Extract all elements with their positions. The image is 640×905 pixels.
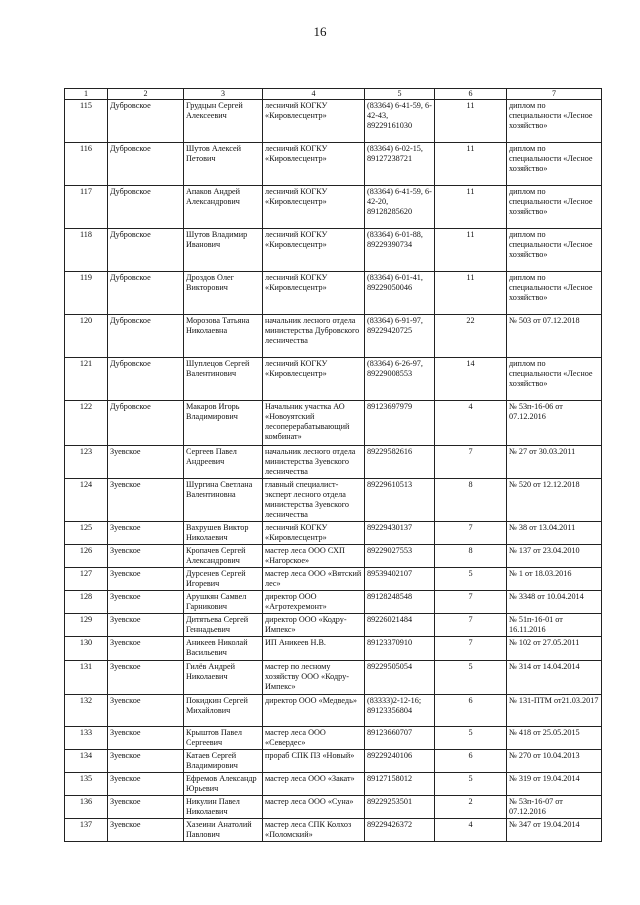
forestry-name: Дубровское (108, 272, 184, 315)
experience-years: 6 (435, 695, 507, 727)
qualification-document: № 102 от 27.05.2011 (507, 637, 602, 661)
row-number: 126 (65, 545, 108, 568)
row-number: 123 (65, 446, 108, 479)
person-name: Апаков Андрей Александрович (184, 186, 263, 229)
table-row (65, 446, 602, 479)
phone-number: 89123660707 (365, 727, 435, 750)
job-position: лесничий КОГКУ «Кировлесцентр» (263, 522, 365, 545)
forestry-name: Зуевское (108, 637, 184, 661)
table-row (65, 637, 602, 661)
phone-number: 89123697979 (365, 401, 435, 446)
table-row (65, 143, 602, 186)
phone-number: 89229253501 (365, 796, 435, 819)
job-position: начальник лесного отдела министерства Зуевского лесничества (263, 446, 365, 479)
qualification-document: № 347 от 19.04.2014 (507, 819, 602, 842)
person-name: Шуплецов Сергей Валентинович (184, 358, 263, 401)
table-row (65, 750, 602, 773)
person-name: Ефремов Александр Юрьевич (184, 773, 263, 796)
person-name: Хазеини Анатолий Павлович (184, 819, 263, 842)
qualification-document: № 53п-16-07 от 07.12.2016 (507, 796, 602, 819)
table-row (65, 545, 602, 568)
experience-years: 4 (435, 819, 507, 842)
experience-years: 8 (435, 479, 507, 522)
table-row (65, 773, 602, 796)
job-position: лесничий КОГКУ «Кировлесцентр» (263, 358, 365, 401)
phone-number: 89229582616 (365, 446, 435, 479)
experience-years: 7 (435, 591, 507, 614)
forestry-name: Зуевское (108, 661, 184, 695)
forestry-name: Зуевское (108, 819, 184, 842)
job-position: мастер леса ООО СХП «Нагорское» (263, 545, 365, 568)
job-position: главный специалист-эксперт лесного отдела министерства Зуевского лесничества (263, 479, 365, 522)
person-name: Дурсенев Сергей Игоревич (184, 568, 263, 591)
experience-years: 14 (435, 358, 507, 401)
experience-years: 5 (435, 568, 507, 591)
row-number: 124 (65, 479, 108, 522)
row-number: 131 (65, 661, 108, 695)
phone-number: 89229430137 (365, 522, 435, 545)
experience-years: 7 (435, 637, 507, 661)
qualification-document: диплом по специальности «Лесное хозяйство» (507, 229, 602, 272)
row-number: 133 (65, 727, 108, 750)
column-header: 3 (184, 89, 263, 100)
phone-number: (83364) 6-01-88, 89229390734 (365, 229, 435, 272)
job-position: лесничий КОГКУ «Кировлесцентр» (263, 100, 365, 143)
qualification-document: № 51п-16-01 от 16.11.2016 (507, 614, 602, 637)
job-position: ИП Аникеев Н.В. (263, 637, 365, 661)
forestry-name: Зуевское (108, 750, 184, 773)
experience-years: 11 (435, 229, 507, 272)
qualification-document: № 137 от 23.04.2010 (507, 545, 602, 568)
experience-years: 5 (435, 661, 507, 695)
phone-number: (83364) 6-26-97, 89229008553 (365, 358, 435, 401)
person-name: Катаев Сергей Владимирович (184, 750, 263, 773)
experience-years: 4 (435, 401, 507, 446)
column-header: 5 (365, 89, 435, 100)
phone-number: (83364) 6-02-15, 89127238721 (365, 143, 435, 186)
forestry-name: Зуевское (108, 796, 184, 819)
person-name: Аникеев Николай Васильевич (184, 637, 263, 661)
job-position: лесничий КОГКУ «Кировлесцентр» (263, 272, 365, 315)
table-row (65, 695, 602, 727)
person-name: Крыштов Павел Сергеевич (184, 727, 263, 750)
forestry-name: Зуевское (108, 773, 184, 796)
experience-years: 7 (435, 522, 507, 545)
forestry-name: Дубровское (108, 401, 184, 446)
table-row (65, 522, 602, 545)
row-number: 127 (65, 568, 108, 591)
row-number: 135 (65, 773, 108, 796)
qualification-document: диплом по специальности «Лесное хозяйство» (507, 143, 602, 186)
table-row (65, 727, 602, 750)
phone-number: 89127158012 (365, 773, 435, 796)
person-name: Морозова Татьяна Николаевна (184, 315, 263, 358)
job-position: директор ООО «Кодру-Импекс» (263, 614, 365, 637)
phone-number: (83364) 6-41-59, 6-42-20, 89128285620 (365, 186, 435, 229)
phone-number: 89226021484 (365, 614, 435, 637)
forestry-name: Зуевское (108, 545, 184, 568)
qualification-document: № 314 от 14.04.2014 (507, 661, 602, 695)
row-number: 120 (65, 315, 108, 358)
job-position: мастер леса СПК Колхоз «Поломский» (263, 819, 365, 842)
row-number: 116 (65, 143, 108, 186)
row-number: 136 (65, 796, 108, 819)
qualification-document: № 131-ПТМ от21.03.2017 (507, 695, 602, 727)
qualification-document: № 1 от 18.03.2016 (507, 568, 602, 591)
forestry-name: Зуевское (108, 614, 184, 637)
person-name: Шургина Светлана Валентиновна (184, 479, 263, 522)
person-name: Кропачев Сергей Александрович (184, 545, 263, 568)
column-header: 6 (435, 89, 507, 100)
forestry-name: Дубровское (108, 315, 184, 358)
row-number: 130 (65, 637, 108, 661)
row-number: 117 (65, 186, 108, 229)
job-position: Начальник участка АО «Новоуятский лесоперерабатывающий комбинат» (263, 401, 365, 446)
person-name: Арушкян Самвел Гарникович (184, 591, 263, 614)
row-number: 132 (65, 695, 108, 727)
person-name: Макаров Игорь Владимирович (184, 401, 263, 446)
row-number: 118 (65, 229, 108, 272)
column-header: 2 (108, 89, 184, 100)
experience-years: 11 (435, 272, 507, 315)
table-row (65, 272, 602, 315)
table-row (65, 591, 602, 614)
person-name: Дроздов Олег Викторович (184, 272, 263, 315)
phone-number: 89229027553 (365, 545, 435, 568)
job-position: директор ООО «Агротехремонт» (263, 591, 365, 614)
person-name: Сергеев Павел Андреевич (184, 446, 263, 479)
job-position: мастер леса ООО «Закат» (263, 773, 365, 796)
job-position: директор ООО «Медведь» (263, 695, 365, 727)
job-position: лесничий КОГКУ «Кировлесцентр» (263, 143, 365, 186)
qualification-document: диплом по специальности «Лесное хозяйство» (507, 358, 602, 401)
qualification-document: диплом по специальности «Лесное хозяйство» (507, 186, 602, 229)
table-row (65, 568, 602, 591)
person-name: Гилёв Андрей Николаевич (184, 661, 263, 695)
row-number: 122 (65, 401, 108, 446)
forestry-name: Зуевское (108, 695, 184, 727)
person-name: Шутов Алексей Петович (184, 143, 263, 186)
specialists-table (64, 88, 602, 842)
phone-number: 89229240106 (365, 750, 435, 773)
forestry-name: Зуевское (108, 591, 184, 614)
person-name: Вахрушев Виктор Николаевич (184, 522, 263, 545)
qualification-document: № 3348 от 10.04.2014 (507, 591, 602, 614)
forestry-name: Дубровское (108, 143, 184, 186)
phone-number: (83364) 6-41-59, 6-42-43, 89229161030 (365, 100, 435, 143)
person-name: Шутов Владимир Иванович (184, 229, 263, 272)
experience-years: 11 (435, 186, 507, 229)
qualification-document: № 418 от 25.05.2015 (507, 727, 602, 750)
person-name: Покидкин Сергей Михайлович (184, 695, 263, 727)
job-position: мастер по лесному хозяйству ООО «Кодру-Импекс» (263, 661, 365, 695)
phone-number: 89229610513 (365, 479, 435, 522)
forestry-name: Зуевское (108, 479, 184, 522)
forestry-name: Зуевское (108, 568, 184, 591)
experience-years: 8 (435, 545, 507, 568)
table-row (65, 186, 602, 229)
job-position: мастер леса ООО «Севердес» (263, 727, 365, 750)
qualification-document: № 27 от 30.03.2011 (507, 446, 602, 479)
experience-years: 7 (435, 614, 507, 637)
phone-number: 89539402107 (365, 568, 435, 591)
phone-number: 89229505054 (365, 661, 435, 695)
experience-years: 11 (435, 100, 507, 143)
experience-years: 2 (435, 796, 507, 819)
experience-years: 5 (435, 727, 507, 750)
qualification-document: диплом по специальности «Лесное хозяйство» (507, 272, 602, 315)
phone-number: 89128248548 (365, 591, 435, 614)
column-header: 4 (263, 89, 365, 100)
person-name: Никулин Павел Николаевич (184, 796, 263, 819)
row-number: 119 (65, 272, 108, 315)
phone-number: 89229426372 (365, 819, 435, 842)
job-position: лесничий КОГКУ «Кировлесцентр» (263, 229, 365, 272)
job-position: лесничий КОГКУ «Кировлесцентр» (263, 186, 365, 229)
table-row (65, 229, 602, 272)
table-row (65, 100, 602, 143)
row-number: 129 (65, 614, 108, 637)
row-number: 125 (65, 522, 108, 545)
qualification-document: № 38 от 13.04.2011 (507, 522, 602, 545)
phone-number: (83364) 6-01-41, 89229050046 (365, 272, 435, 315)
experience-years: 5 (435, 773, 507, 796)
phone-number: (83333)2-12-16; 89123356804 (365, 695, 435, 727)
phone-number: (83364) 6-91-97, 89229420725 (365, 315, 435, 358)
qualification-document: № 270 от 10.04.2013 (507, 750, 602, 773)
forestry-name: Зуевское (108, 727, 184, 750)
person-name: Дитятьева Сергей Геннадьевич (184, 614, 263, 637)
experience-years: 7 (435, 446, 507, 479)
column-header: 1 (65, 89, 108, 100)
job-position: мастер леса ООО «Суна» (263, 796, 365, 819)
table-row (65, 358, 602, 401)
table-row (65, 819, 602, 842)
experience-years: 11 (435, 143, 507, 186)
forestry-name: Дубровское (108, 100, 184, 143)
row-number: 134 (65, 750, 108, 773)
table-row (65, 661, 602, 695)
page-number: 16 (313, 24, 327, 39)
qualification-document: № 53п-16-06 от 07.12.2016 (507, 401, 602, 446)
job-position: мастер леса ООО «Вятский лес» (263, 568, 365, 591)
row-number: 128 (65, 591, 108, 614)
qualification-document: № 503 от 07.12.2018 (507, 315, 602, 358)
table-row (65, 614, 602, 637)
person-name: Грудцын Сергей Алексеевич (184, 100, 263, 143)
experience-years: 6 (435, 750, 507, 773)
experience-years: 22 (435, 315, 507, 358)
qualification-document: № 319 от 19.04.2014 (507, 773, 602, 796)
qualification-document: № 520 от 12.12.2018 (507, 479, 602, 522)
forestry-name: Дубровское (108, 358, 184, 401)
forestry-name: Зуевское (108, 446, 184, 479)
column-number-row (65, 89, 602, 100)
table-row (65, 401, 602, 446)
qualification-document: диплом по специальности «Лесное хозяйство» (507, 100, 602, 143)
table-row (65, 315, 602, 358)
column-header: 7 (507, 89, 602, 100)
row-number: 115 (65, 100, 108, 143)
table-row (65, 479, 602, 522)
table-row (65, 796, 602, 819)
row-number: 121 (65, 358, 108, 401)
phone-number: 89123370910 (365, 637, 435, 661)
forestry-name: Дубровское (108, 186, 184, 229)
job-position: прораб СПК ПЗ «Новый» (263, 750, 365, 773)
job-position: начальник лесного отдела министерства Дубровского лесничества (263, 315, 365, 358)
row-number: 137 (65, 819, 108, 842)
forestry-name: Зуевское (108, 522, 184, 545)
forestry-name: Дубровское (108, 229, 184, 272)
